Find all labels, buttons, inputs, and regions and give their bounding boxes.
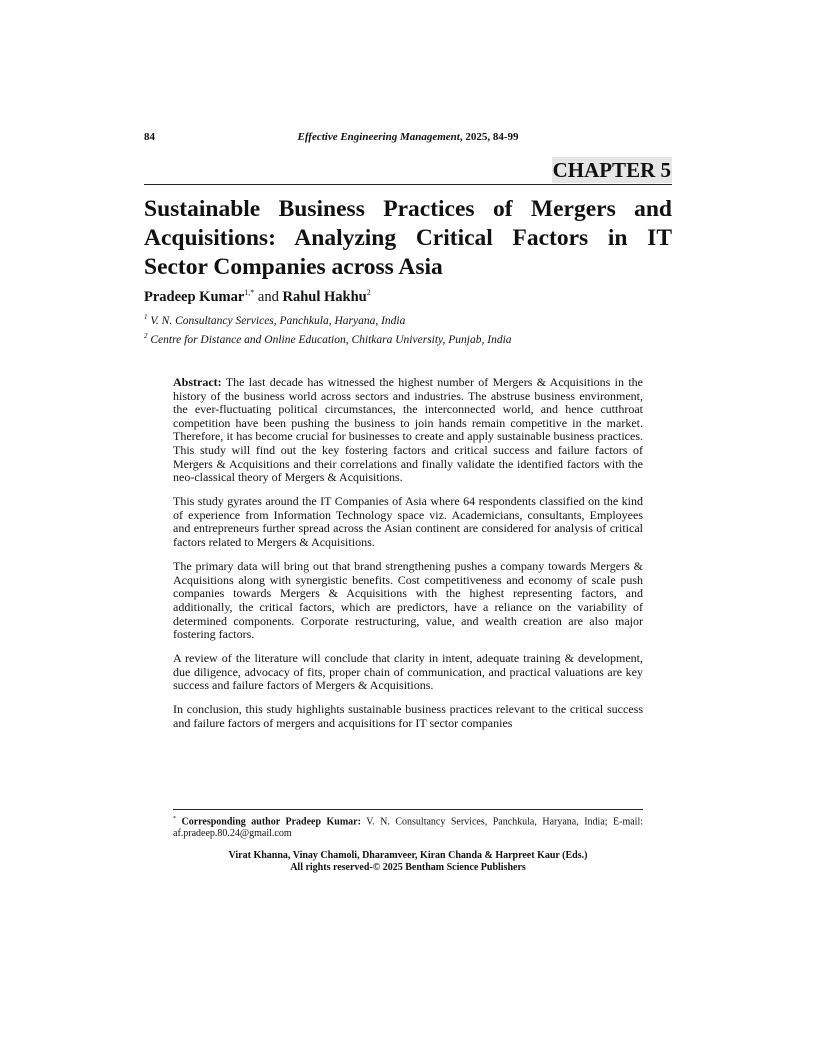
footnote-label: Corresponding author Pradeep Kumar: xyxy=(181,816,361,828)
author-name: Pradeep Kumar xyxy=(144,288,245,305)
journal-citation xyxy=(144,131,672,143)
editors-credit xyxy=(144,850,672,874)
abstract-paragraph: A review of the literature will conclude that clarity in intent, adequate training & development, due diligence, advocacy of fits, proper chain of communication, and practical valuations are key success and failure factors of Mergers & Acquisitions. xyxy=(173,651,643,693)
affiliation-number: 2 xyxy=(144,332,148,340)
author-list xyxy=(144,288,371,306)
footnote-divider xyxy=(173,809,643,810)
abstract xyxy=(173,376,643,741)
chapter-heading-bar xyxy=(144,157,672,185)
author-conjunction: and xyxy=(254,288,283,305)
abstract-label: Abstract: xyxy=(173,375,222,389)
abstract-text: The last decade has witnessed the highest number of Mergers & Acquisitions in the history of the business world across sectors and industries. The abstruse business environment, the ever-fluctuating political circumstances, the interconnected world, and hence cutthroat competition have been pushing the business to join hands remain competitive in the market. Therefore, it has become crucial for businesses to create and apply sustainable business practices. This study will find out the key fostering factors and critical success and failure factors of Mergers & Acquisitions and their correlations and finally validate the identified factors with the neo-classical theory of Mergers & Acquisitions. xyxy=(173,375,643,485)
affiliation-text: V. N. Consultancy Services, Panchkula, Haryana, India xyxy=(150,314,406,327)
editors-line: Virat Khanna, Vinay Chamoli, Dharamveer, Kiran Chanda & Harpreet Kaur (Eds.) xyxy=(228,850,588,861)
page-number: 84 xyxy=(144,131,155,143)
title-line: Sustainable Business Practices of Mergers and xyxy=(144,196,672,222)
journal-title: Effective Engineering Management xyxy=(297,131,460,143)
affiliation-number: 1 xyxy=(144,313,148,321)
title-line: Sector Companies across Asia xyxy=(144,254,443,280)
affiliation xyxy=(144,313,405,327)
title-line: Acquisitions: Analyzing Critical Factors in IT xyxy=(144,225,672,251)
author-superscript: 1,* xyxy=(244,288,255,297)
abstract-paragraph: This study gyrates around the IT Companies of Asia where 64 respondents classified on the kind of experience from Information Technology space viz. Academicians, consultants, Employees and entrepreneurs further spread across the Asian continent are considered for analysis of critical factors related to Mergers & Acquisitions. xyxy=(173,494,643,550)
abstract-paragraph: In conclusion, this study highlights sustainable business practices relevant to the critical success and failure factors of mergers and acquisitions for IT sector companies xyxy=(173,702,643,731)
copyright-line: All rights reserved-© 2025 Bentham Science Publishers xyxy=(290,862,526,873)
chapter-title xyxy=(144,195,672,282)
abstract-paragraph: The primary data will bring out that brand strengthening pushes a company towards Mergers & Acquisitions along with synergistic benefits. Cost competitiveness and economy of scale push companies towards Mergers & Acquisitions with the highest representing factors, and additionally, the critical factors, which are predictors, have a reliance on the variability of determined components. Corporate restructuring, value, and wealth creation are also major fostering factors. xyxy=(173,559,643,642)
author-superscript: 2 xyxy=(366,288,371,297)
footnote xyxy=(173,813,643,840)
author-name: Rahul Hakhu xyxy=(282,288,367,305)
footnote-text: V. N. Consultancy Services, Panchkula, Haryana, India; E-mail: af.pradeep.80.24@gmail.com xyxy=(173,816,644,840)
affiliation-text: Centre for Distance and Online Education, Chitkara University, Punjab, India xyxy=(150,333,512,346)
chapter-label: CHAPTER 5 xyxy=(552,158,671,182)
footnote-marker: * xyxy=(173,816,176,822)
affiliation xyxy=(144,332,512,346)
journal-volume-pages: , 2025, 84-99 xyxy=(459,131,519,143)
abstract-paragraph xyxy=(173,376,643,485)
